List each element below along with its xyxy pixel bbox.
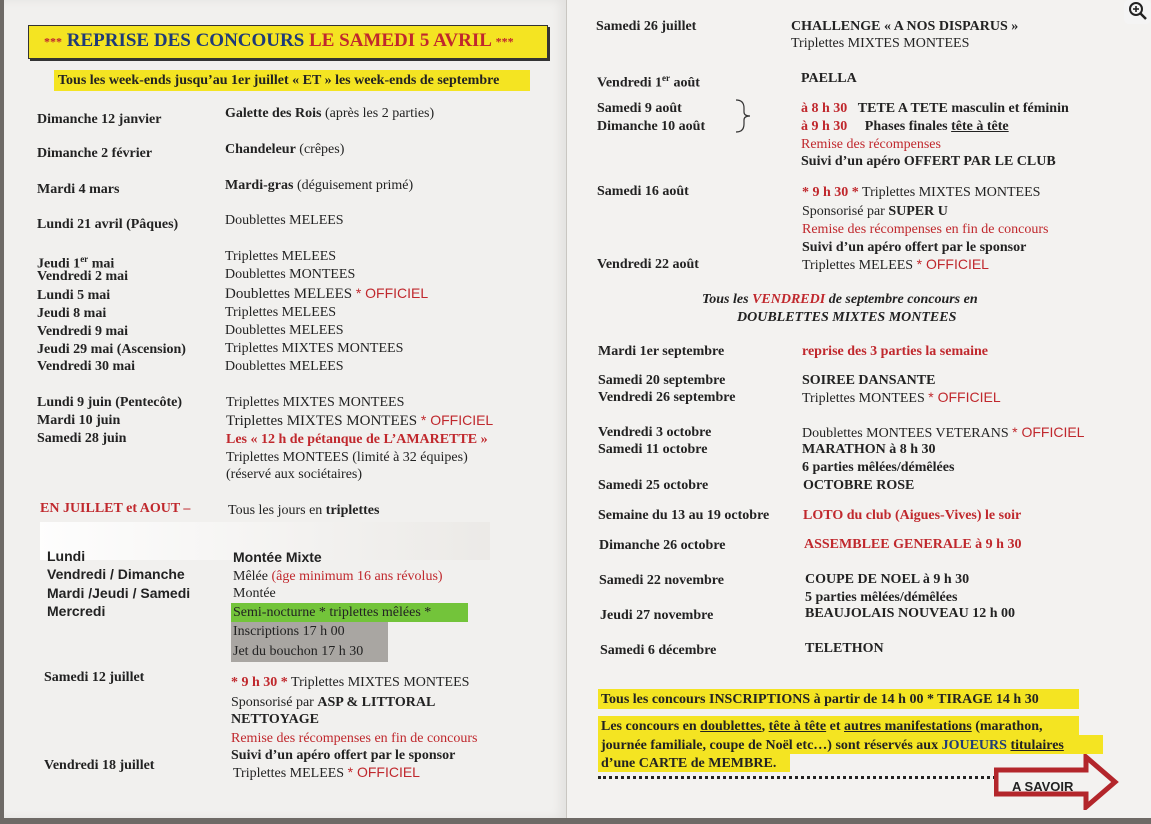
event-date: Mardi 10 juin <box>37 413 121 428</box>
event-date: Jeudi 29 mai (Ascension) <box>37 342 186 357</box>
event-note: (crêpes) <box>299 142 345 157</box>
event-detail <box>802 389 1001 407</box>
event-detail <box>225 285 428 303</box>
banner-title-date: LE SAMEDI 5 AVRIL <box>309 30 491 51</box>
event-date: Vendredi 30 mai <box>37 359 136 374</box>
event-detail: Triplettes MONTEES (limité à 32 équipes) <box>226 450 468 465</box>
reserved-line-3 <box>601 755 776 772</box>
event-date: Lundi 9 juin (Pentecôte) <box>37 395 183 410</box>
remise-note: Remise des récompenses en fin de concours <box>802 222 1049 237</box>
reserved-text: d’une <box>601 756 636 771</box>
event-detail: Triplettes MIXTES MONTEES <box>226 395 405 410</box>
reserved-underline: tête à tête <box>768 719 827 734</box>
event-detail: Doublettes MELEES <box>225 323 344 338</box>
official-badge: * OFFICIEL <box>347 764 420 780</box>
event-detail: Doublettes MONTEES <box>225 267 356 282</box>
event-title-underline: tête à tête <box>951 119 1009 134</box>
event-date: Samedi 12 juillet <box>44 670 145 685</box>
event-date: Dimanche 2 février <box>37 146 153 161</box>
event-time: à 8 h 30 <box>801 101 848 116</box>
sponsor-line <box>231 694 435 711</box>
weekly-day: Vendredi / Dimanche <box>47 566 185 582</box>
event-detail: BEAUJOLAIS NOUVEAU 12 h 00 <box>805 606 1016 621</box>
event-date: Semaine du 13 au 19 octobre <box>598 508 770 523</box>
event-detail: OCTOBRE ROSE <box>803 478 915 493</box>
reserved-underline: autres manifestations <box>844 719 972 734</box>
official-badge: * OFFICIEL <box>916 256 989 272</box>
reserved-underline: doublettes <box>700 719 762 734</box>
sponsor-prefix: Sponsorisé par <box>231 695 314 710</box>
reserved-joueurs: JOUEURS <box>941 738 1007 753</box>
event-date: Vendredi 26 septembre <box>598 390 736 405</box>
reserved-text: . <box>772 756 777 771</box>
subtitle: Tous les week-ends jusqu’au 1er juillet « ET » les week-ends de septembre <box>58 73 500 88</box>
event-date: Dimanche 12 janvier <box>37 112 162 127</box>
event-note: 5 parties mêlées/démêlées <box>805 590 958 605</box>
event-detail: COUPE DE NOEL à 9 h 30 <box>805 572 970 587</box>
event-date: Samedi 26 juillet <box>596 19 697 34</box>
event-title: Galette des Rois <box>225 106 322 121</box>
event-detail: ASSEMBLEE GENERALE à 9 h 30 <box>804 537 1022 552</box>
melee-label: Mêlée <box>233 569 268 584</box>
sponsor-name-2: NETTOYAGE <box>231 712 319 727</box>
event-title: Les « 12 h de pétanque de L’AMARETTE » <box>226 432 488 447</box>
apero-note: Suivi d’un apéro offert par le sponsor <box>231 748 456 763</box>
event-title: PAELLA <box>801 71 857 86</box>
dotted-divider <box>598 776 996 779</box>
event-detail <box>225 177 413 194</box>
sponsor-name: ASP & LITTORAL <box>317 695 436 710</box>
weekly-day: Mercredi <box>47 603 106 619</box>
reserved-text: , <box>761 719 766 734</box>
apero-note: Suivi d’un apéro offert par le sponsor <box>802 240 1027 255</box>
event-detail <box>802 256 989 274</box>
sept-suffix: de septembre concours en <box>828 292 978 307</box>
banner-stars-left: *** <box>44 34 62 49</box>
reserved-carte: CARTE de MEMBRE <box>638 756 773 771</box>
official-badge: * OFFICIEL <box>355 285 429 301</box>
inscriptions-time: Inscriptions 17 h 00 <box>233 624 345 639</box>
event-note: 6 parties mêlées/démêlées <box>802 460 955 475</box>
reserved-text: Les concours en <box>601 719 697 734</box>
event-note: (déguisement primé) <box>296 178 414 193</box>
event-detail <box>233 764 420 782</box>
event-detail <box>802 424 1084 442</box>
event-date: Vendredi 3 octobre <box>598 425 712 440</box>
sponsor-line <box>802 203 948 220</box>
september-note <box>702 291 978 308</box>
weekly-format <box>233 568 443 585</box>
event-time: * 9 h 30 * <box>802 185 859 200</box>
event-title: Phases finales <box>864 119 948 134</box>
event-date: Samedi 6 décembre <box>600 643 717 658</box>
summer-text-bold: triplettes <box>325 503 380 518</box>
summer-text-prefix: Tous les jours en <box>228 503 323 518</box>
sponsor-prefix: Sponsorisé par <box>802 204 885 219</box>
sept-day: VENDREDI <box>752 292 826 307</box>
event-detail: Doublettes MELEES <box>225 359 344 374</box>
zoom-in-icon[interactable] <box>1124 0 1151 24</box>
event-detail: LOTO du club (Aigues-Vives) le soir <box>803 508 1022 523</box>
event-note: (après les 2 parties) <box>324 106 435 121</box>
event-date: Vendredi 22 août <box>597 257 699 272</box>
reserved-line-2 <box>601 737 1064 754</box>
event-detail <box>226 412 493 430</box>
weekly-format: Semi-nocturne * triplettes mêlées * <box>233 605 432 620</box>
reserved-line-1 <box>601 718 1043 735</box>
reserved-underline: titulaires <box>1010 738 1064 753</box>
weekly-format: Montée <box>233 586 276 601</box>
reserved-text: (marathon, <box>975 719 1043 734</box>
event-date: Mardi 1er septembre <box>598 344 725 359</box>
event-detail: reprise des 3 parties la semaine <box>802 344 988 359</box>
sponsor-name: SUPER U <box>888 204 948 219</box>
reserved-text: et <box>829 719 841 734</box>
event-detail: Doublettes MELEES <box>225 213 344 228</box>
brace-icon <box>734 98 754 134</box>
event-detail: MARATHON à 8 h 30 <box>802 442 936 457</box>
event-date: Mardi 4 mars <box>37 182 120 197</box>
event-detail: Triplettes MELEES <box>225 305 337 320</box>
event-detail <box>225 141 344 158</box>
event-title: CHALLENGE « A NOS DISPARUS » <box>791 19 1019 34</box>
event-detail <box>231 674 469 691</box>
event-date: Lundi 21 avril (Pâques) <box>37 217 179 232</box>
event-date: Samedi 20 septembre <box>598 373 726 388</box>
weekly-day: Lundi <box>47 548 86 564</box>
event-date: Samedi 22 novembre <box>599 573 724 588</box>
event-detail: SOIREE DANSANTE <box>802 373 936 388</box>
inscriptions-note: Tous les concours INSCRIPTIONS à partir de 14 h 00 * TIRAGE 14 h 30 <box>601 692 1039 707</box>
event-date: Jeudi 27 novembre <box>600 608 714 623</box>
summer-label: EN JUILLET et AOUT – <box>40 501 191 516</box>
event-detail <box>225 105 434 122</box>
event-date: Samedi 9 août <box>597 101 682 116</box>
age-note: (âge minimum 16 ans révolus) <box>271 569 443 584</box>
event-format: Triplettes MIXTES MONTEES <box>226 413 418 429</box>
event-time: à 9 h 30 <box>801 119 848 134</box>
event-detail: Triplettes MIXTES MONTEES <box>225 341 404 356</box>
a-savoir-label: A SAVOIR <box>1012 779 1074 794</box>
event-date: Vendredi 18 juillet <box>44 758 155 773</box>
event-date: Samedi 11 octobre <box>598 442 708 457</box>
summer-text <box>228 502 379 519</box>
event-detail <box>801 100 1069 117</box>
official-badge: * OFFICIEL <box>420 412 494 428</box>
event-date: Vendredi 1er août <box>597 73 700 91</box>
reserved-text: journée familiale, coupe de Noël etc…) sont réservés aux <box>601 738 939 753</box>
weekly-day: Mardi /Jeudi / Samedi <box>47 585 191 601</box>
banner-title-main: REPRISE DES CONCOURS <box>66 30 305 51</box>
weekly-format: Montée Mixte <box>233 549 322 565</box>
event-detail <box>802 184 1040 201</box>
event-date: Samedi 16 août <box>597 184 689 199</box>
event-title: Mardi-gras <box>225 178 294 193</box>
remise-note: Remise des récompenses <box>801 137 941 152</box>
event-format: Triplettes MIXTES MONTEES <box>862 185 1041 200</box>
official-badge: * OFFICIEL <box>928 389 1001 405</box>
event-date: Samedi 25 octobre <box>598 478 709 493</box>
official-badge: * OFFICIEL <box>1012 424 1085 440</box>
event-title: TETE A TETE masculin et féminin <box>857 101 1069 116</box>
event-date: Dimanche 26 octobre <box>599 538 726 553</box>
banner-stars-right: *** <box>495 34 514 49</box>
event-date: Jeudi 1er mai <box>37 254 115 272</box>
jet-time: Jet du bouchon 17 h 30 <box>233 644 364 659</box>
event-detail <box>801 118 1009 135</box>
event-date: Vendredi 9 mai <box>37 324 129 339</box>
event-format: Triplettes MIXTES MONTEES <box>291 675 470 690</box>
event-format: Triplettes MELEES <box>233 766 345 781</box>
event-format: Doublettes MELEES <box>225 286 353 302</box>
event-detail: TELETHON <box>805 641 884 656</box>
banner-title <box>44 31 514 52</box>
event-format: Triplettes MELEES <box>802 258 914 273</box>
event-detail: Triplettes MIXTES MONTEES <box>791 36 970 51</box>
september-note-line2: DOUBLETTES MIXTES MONTEES <box>737 310 957 325</box>
event-format: Triplettes MONTEES <box>802 391 925 406</box>
remise-note: Remise des récompenses en fin de concours <box>231 731 478 746</box>
event-detail: Triplettes MELEES <box>225 249 337 264</box>
event-note: (réservé aux sociétaires) <box>226 467 363 482</box>
apero-note: Suivi d’un apéro OFFERT PAR LE CLUB <box>801 154 1056 169</box>
event-date: Lundi 5 mai <box>37 288 111 303</box>
event-date: Jeudi 8 mai <box>37 306 107 321</box>
event-title: Chandeleur <box>225 142 296 157</box>
event-time: * 9 h 30 * <box>231 675 288 690</box>
sept-prefix: Tous les <box>702 292 749 307</box>
event-date: Vendredi 2 mai <box>37 269 129 284</box>
event-date: Samedi 28 juin <box>37 431 127 446</box>
event-format: Doublettes MONTEES VETERANS <box>802 426 1009 441</box>
event-date: Dimanche 10 août <box>597 119 706 134</box>
